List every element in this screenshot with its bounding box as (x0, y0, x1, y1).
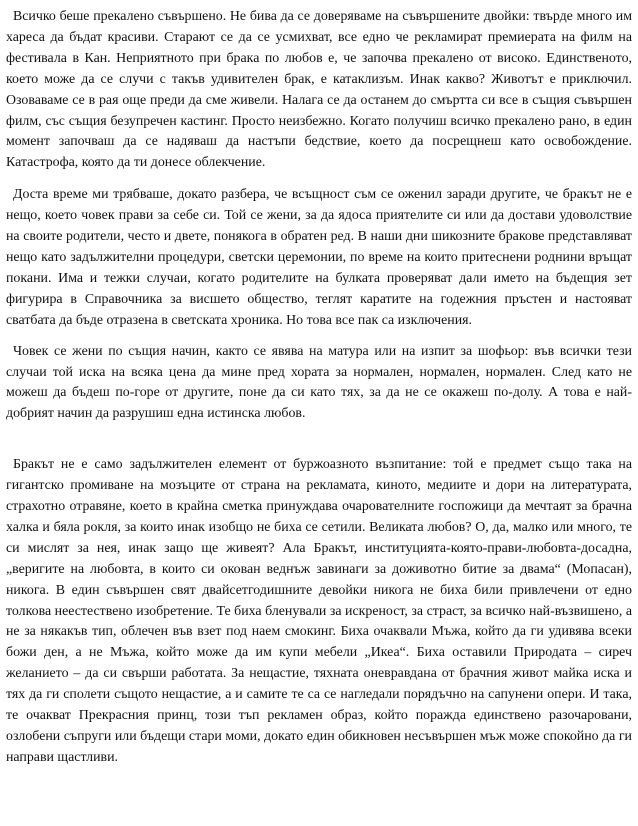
paragraph-1: Всичко беше прекалено съвършено. Не бива да се доверяваме на съвършените двойки: твърде много им хареса да бъдат красиви. Старают се да се усмихват, все едно че рекламират премиерата на филм на фестивала в Кан. Неприятното при брака по любов е, че започва прекалено от високо. Единственото, което може да се случи с такъв удивителен брак, е катаклизъм. Инак какво? Животът е приключил. Озоваваме се в рая още преди да сме живели. Налага се да останем до смъртта си все в същия съвършен филм, със същия безупречен кастинг. Просто неизбежно. Когато получиш всичко прекалено рано, в един момент започваш да се надяваш да настъпи бедствие, което да посрещнеш като освобождение. Катастрофа, която да ти донесе облекчение. (6, 9, 632, 171)
paragraph-3: Човек се жени по същия начин, както се явява на матура или на изпит за шофьор: във всички тези случаи той иска на всяка цена да мине пред хората за нормален, нормален, нормален. След като не можеш да бъдеш по-горе от другите, поне да си като тях, за да не се окажеш по-долу. А това е най-добрият начин да разрушиш една истинска любов. (6, 343, 632, 422)
document-page (6, 7, 632, 769)
paragraph-4: Бракът не е само задължителен елемент от буржоазното възпитание: той е предмет също така на гигантско промиване на мозъците от страна на рекламата, киното, медиите и дори на литературата, страхотно отравяне, което в крайна сметка принуждава очарователните госпожици да мечтаят за брачна халка и бяла рокля, за които инак изобщо не биха се сетили. Великата любов? О, да, малко или много, те си мислят за нея, инак защо ще живеят? Ала Бракът, институцията-която-прави-любовта-досадна, „веригите на любовта, в които си окован веднъж завинаги за доживотно битие за двама“ (Мопасан), никога. В един съвършен свят двайсетгодишните девойки никога не биха били привлечени от едно толкова неестествено изобретение. Те биха бленували за искреност, за страст, за всичко най-възвишено, а не за някакъв тип, облечен във взет под наем смокинг. Биха очаквали Мъжа, който да ги удивява всеки божи ден, а не Мъжа, който може да им купи мебели „Икеа“. Биха оставили Природата – сиреч желанието – да си свърши работата. За нещастие, тяхната оневравдана от брачния живот майка иска и тях да ги сполети същото нещастие, а и самите те са се нагледали порядъчно на сапунени опери. И така, те очакват Прекрасния принц, този тъп рекламен образ, който поражда единствено разочаровани, озлобени съпруги или бъдещи стари моми, докато един обикновен несъвършен мъж може спокойно да ги направи щастливи. (6, 457, 632, 765)
paragraph-2: Доста време ми трябваше, докато разбера, че всъщност съм се оженил заради другите, че бракът не е нещо, което човек прави за себе си. Той се жени, за да ядоса приятелите си или да достави удоволствие на своите родители, често и двете, понякога в обратен ред. В наши дни шикозните бракове представляват нещо като задължителни процедури, светски церемонии, по време на които притеснени роднини връщат покани. Има и тежки случаи, когато родителите на булката проверяват дали името на бъдещия зет фигурира в Справочника за висшето общество, теглят каратите на годежния пръстен и настояват сватбата да бъде отразена в светската хроника. Но това все пак са изключения. (6, 187, 632, 328)
